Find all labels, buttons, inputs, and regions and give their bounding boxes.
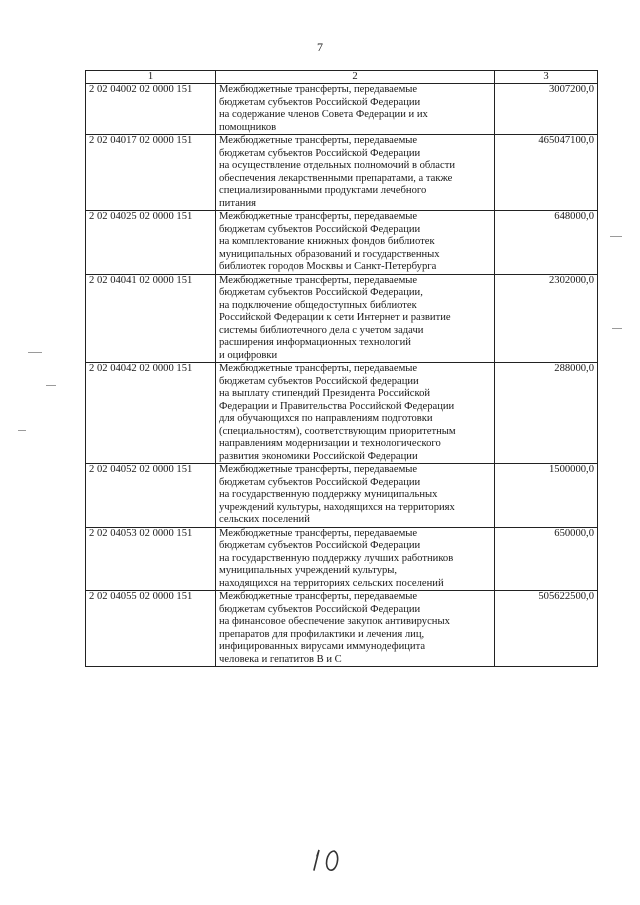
- budget-code: 2 02 04055 02 0000 151: [86, 591, 216, 667]
- budget-transfers-table: [85, 70, 598, 667]
- transfer-amount: 648000,0: [495, 211, 598, 275]
- budget-code: 2 02 04017 02 0000 151: [86, 135, 216, 211]
- column-header-amount: 3: [495, 71, 598, 84]
- column-header-code: 1: [86, 71, 216, 84]
- table-row: [86, 211, 598, 275]
- scan-speck: [612, 328, 622, 329]
- transfer-amount: 288000,0: [495, 363, 598, 464]
- transfer-description: Межбюджетные трансферты, передаваемые бюджетам субъектов Российской Федерации на государственную поддержку муниципальных учреждений культуры, находящихся на территориях сельских поселений: [216, 464, 495, 528]
- handwritten-signature: [308, 842, 348, 876]
- table-row: [86, 274, 598, 363]
- budget-code: 2 02 04025 02 0000 151: [86, 211, 216, 275]
- table-row: [86, 363, 598, 464]
- transfer-amount: 650000,0: [495, 527, 598, 591]
- transfer-description: Межбюджетные трансферты, передаваемые бюджетам субъектов Российской Федерации на государственную поддержку лучших работников муниципальных учреждений культуры, находящихся на территориях сельских поселений: [216, 527, 495, 591]
- transfer-description: Межбюджетные трансферты, передаваемые бюджетам субъектов Российской федерации на выплату стипендий Президента Российской Федерации и Правительства Российской Федерации для обучающихся по направлениям подготовки (специальностям), соответствующим приоритетным направлениям модернизации и технологического развития экономики Российской Федерации: [216, 363, 495, 464]
- transfer-amount: 505622500,0: [495, 591, 598, 667]
- scan-speck: [28, 352, 42, 353]
- table-row: [86, 464, 598, 528]
- transfer-amount: 2302000,0: [495, 274, 598, 363]
- table-row: [86, 591, 598, 667]
- budget-code: 2 02 04053 02 0000 151: [86, 527, 216, 591]
- scan-speck: [18, 430, 26, 431]
- transfer-description: Межбюджетные трансферты, передаваемые бюджетам субъектов Российской Федерации на комплектование книжных фондов библиотек муниципальных образований и государственных библиотек городов Москвы и Санкт-Петербурга: [216, 211, 495, 275]
- budget-code: 2 02 04042 02 0000 151: [86, 363, 216, 464]
- table-header-row: [86, 71, 598, 84]
- budget-code: 2 02 04041 02 0000 151: [86, 274, 216, 363]
- transfer-description: Межбюджетные трансферты, передаваемые бюджетам субъектов Российской Федерации на осуществление отдельных полномочий в области обеспечения лекарственными препаратами, а также специализированными продуктами лечебного питания: [216, 135, 495, 211]
- budget-code: 2 02 04002 02 0000 151: [86, 84, 216, 135]
- transfer-description: Межбюджетные трансферты, передаваемые бюджетам субъектов Российской Федерации на финансовое обеспечение закупок антивирусных препаратов для профилактики и лечения лиц, инфицированных вирусами иммунодефицита человека и гепатитов В и С: [216, 591, 495, 667]
- scan-speck: [610, 236, 622, 237]
- page-number: 7: [317, 40, 323, 54]
- transfer-description: Межбюджетные трансферты, передаваемые бюджетам субъектов Российской Федерации на содержание членов Совета Федерации и их помощников: [216, 84, 495, 135]
- table-row: [86, 135, 598, 211]
- table-row: [86, 527, 598, 591]
- scan-speck: [46, 385, 56, 386]
- column-header-description: 2: [216, 71, 495, 84]
- budget-code: 2 02 04052 02 0000 151: [86, 464, 216, 528]
- table-row: [86, 84, 598, 135]
- transfer-amount: 1500000,0: [495, 464, 598, 528]
- transfer-amount: 465047100,0: [495, 135, 598, 211]
- transfer-description: Межбюджетные трансферты, передаваемые бюджетам субъектов Российской Федерации, на подключение общедоступных библиотек Российской Федерации к сети Интернет и развитие системы библиотечного дела с учетом задачи расширения информационных технологий и оцифровки: [216, 274, 495, 363]
- transfer-amount: 3007200,0: [495, 84, 598, 135]
